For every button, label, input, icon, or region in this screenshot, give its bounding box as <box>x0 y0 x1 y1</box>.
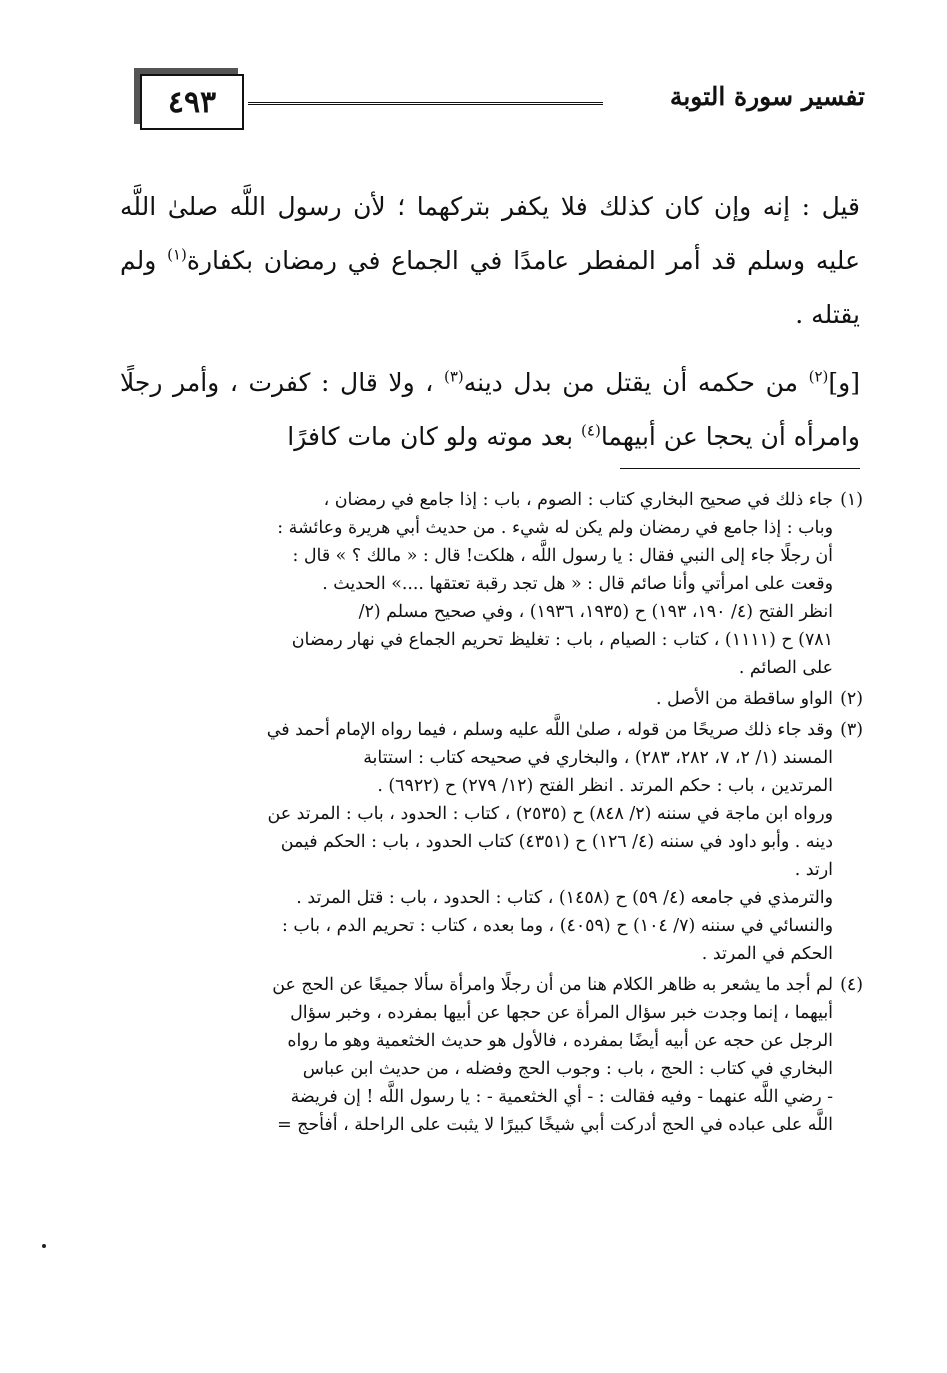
footnote-number: (٤) <box>840 975 863 995</box>
text-run: ، ولا قال : كفرت ، وأمر رجلًا وامرأه أن يحجا عن أبيهما <box>120 368 860 451</box>
text-run: [و] <box>828 368 860 397</box>
footnote-line: الواو ساقطة من الأصل . <box>656 689 833 709</box>
footnote-line: المسند (١/ ٢، ٧، ٢٨٢، ٢٨٣) ، والبخاري في صحيحه كتاب : استتابة <box>363 748 833 768</box>
footnote-separator <box>620 468 860 469</box>
footnote-line: وقعت على امرأتي وأنا صائم قال : « هل تجد رقبة تعتقها ....» الحديث . <box>322 574 833 594</box>
scan-speck <box>42 1244 46 1248</box>
footnote-marker-2[interactable]: (٢) <box>808 367 829 386</box>
text-run: من حكمه أن يقتل من بدل دينه <box>463 368 809 397</box>
footnote-line: والنسائي في سننه (٧/ ١٠٤) ح (٤٠٥٩) ، وما بعده ، كتاب : تحريم الدم ، باب : <box>282 916 833 936</box>
footnote-number: (١) <box>840 490 863 510</box>
surah-title: تفسير سورة التوبة <box>669 82 865 111</box>
header-rule <box>248 102 603 105</box>
main-text <box>120 180 860 464</box>
footnote-line: والترمذي في جامعه (٤/ ٥٩) ح (١٤٥٨) ، كتاب : الحدود ، باب : قتل المرتد . <box>296 888 833 908</box>
footnote-line: جاء ذلك في صحيح البخاري كتاب : الصوم ، باب : إذا جامع في رمضان ، <box>323 490 833 510</box>
footnote-line: لم أجد ما يشعر به ظاهر الكلام هنا من أن رجلًا وامرأة سألا جميعًا عن الحج عن <box>272 975 833 995</box>
footnotes <box>118 486 863 1142</box>
footnote-line: الحكم في المرتد . <box>701 944 833 964</box>
footnote-line: الرجل عن حجه عن أبيه أيضًا بمفرده ، فالأول هو حديث الخثعمية وهو ما رواه <box>287 1031 833 1051</box>
footnote-line: ارتد . <box>794 860 833 880</box>
page-number-box <box>140 74 244 130</box>
footnote-line: ٧٨١) ح (١١١١) ، كتاب : الصيام ، باب : تغليظ تحريم الجماع في نهار رمضان <box>291 630 833 650</box>
footnote-4 <box>118 971 863 1139</box>
footnote-line: اللَّه على عباده في الحج أدركت أبي شيخًا كبيرًا لا يثبت على الراحلة ، أفأحج = <box>277 1115 833 1135</box>
footnote-line: البخاري في كتاب : الحج ، باب : وجوب الحج وفضله ، من حديث ابن عباس <box>302 1059 833 1079</box>
footnote-marker-1[interactable]: (١) <box>167 245 187 264</box>
footnote-2 <box>118 685 863 713</box>
footnote-line: المرتدين ، باب : حكم المرتد . انظر الفتح (١٢/ ٢٧٩) ح (٦٩٢٢) . <box>377 776 833 796</box>
footnote-line: - رضي اللَّه عنهما - وفيه فقالت : - أي الخثعمية - : يا رسول اللَّه ! إن فريضة <box>290 1087 833 1107</box>
paragraph-1 <box>120 180 860 342</box>
text-run: بعد موته ولو كان مات كافرًا <box>287 422 582 451</box>
footnote-line: أن رجلًا جاء إلى النبي فقال : يا رسول اللَّه ، هلكت! قال : « مالك ؟ » قال : <box>292 546 833 566</box>
footnote-marker-3[interactable]: (٣) <box>443 367 464 386</box>
footnote-line: ورواه ابن ماجة في سننه (٢/ ٨٤٨) ح (٢٥٣٥) ، كتاب : الحدود ، باب : المرتد عن <box>267 804 833 824</box>
text-run: قيل : إنه وإن كان كذلك فلا يكفر بتركهما ؛ لأن رسول اللَّه صلىٰ اللَّه عليه وسلم قد أمر المفطر عامدًا في الجماع في رمضان بكفارة <box>120 192 860 275</box>
footnote-3 <box>118 716 863 968</box>
footnote-line: انظر الفتح (٤/ ١٩٠، ١٩٣) ح (١٩٣٥، ١٩٣٦) ، وفي صحيح مسلم (٢/ <box>358 602 833 622</box>
footnote-number: (٣) <box>840 720 863 740</box>
footnote-1 <box>118 486 863 682</box>
footnote-marker-4[interactable]: (٤) <box>581 421 601 440</box>
page-header <box>120 62 865 132</box>
footnote-number: (٢) <box>840 689 863 709</box>
footnote-line: دينه . وأبو داود في سننه (٤/ ١٢٦) ح (٤٣٥١) كتاب الحدود ، باب : الحكم فيمن <box>280 832 833 852</box>
footnote-line: وقد جاء ذلك صريحًا من قوله ، صلىٰ اللَّه عليه وسلم ، فيما رواه الإمام أحمد في <box>266 720 833 740</box>
footnote-line: على الصائم . <box>738 658 833 678</box>
paragraph-2 <box>120 356 860 464</box>
footnote-line: وباب : إذا جامع في رمضان ولم يكن له شيء . من حديث أبي هريرة وعائشة : <box>277 518 833 538</box>
page-number: ٤٩٣ <box>167 84 217 120</box>
text-run: ولم يقتله . <box>120 246 860 329</box>
footnote-line: أبيهما ، إنما وجدت خبر سؤال المرأة عن حجها عن أبيها بمفرده ، وخبر سؤال <box>290 1003 833 1023</box>
